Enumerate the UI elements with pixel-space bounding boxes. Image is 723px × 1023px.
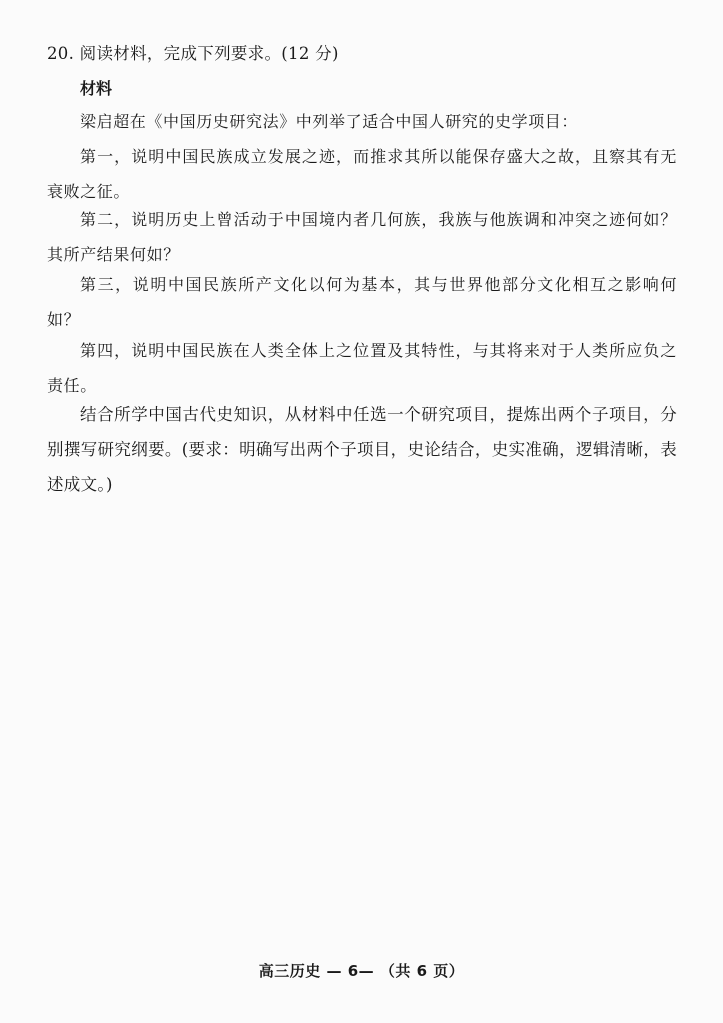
question-title: 20. 阅读材料，完成下列要求。(12 分) [47, 44, 339, 63]
material-heading: 材料 [80, 79, 113, 98]
material-item-3: 第三，说明中国民族所产文化以何为基本，其与世界他部分文化相互之影响何如？ [47, 275, 677, 329]
material-item-1: 第一，说明中国民族成立发展之迹，而推求其所以能保存盛大之故，且察其有无衰败之征。 [47, 147, 677, 201]
material-item-2: 第二，说明历史上曾活动于中国境内者几何族，我族与他族调和冲突之迹何如？其所产结果何如？ [47, 210, 677, 264]
material-item-4: 第四，说明中国民族在人类全体上之位置及其特性，与其将来对于人类所应负之责任。 [47, 341, 677, 395]
page-footer: 高三历史 — 6— （共 6 页） [258, 962, 465, 980]
task-instructions: 结合所学中国古代史知识，从材料中任选一个研究项目，提炼出两个子项目，分别撰写研究纲要。(要求：明确写出两个子项目，史论结合，史实准确，逻辑清晰，表述成文。) [47, 405, 677, 494]
material-intro: 梁启超在《中国历史研究法》中列举了适合中国人研究的史学项目： [80, 112, 579, 131]
